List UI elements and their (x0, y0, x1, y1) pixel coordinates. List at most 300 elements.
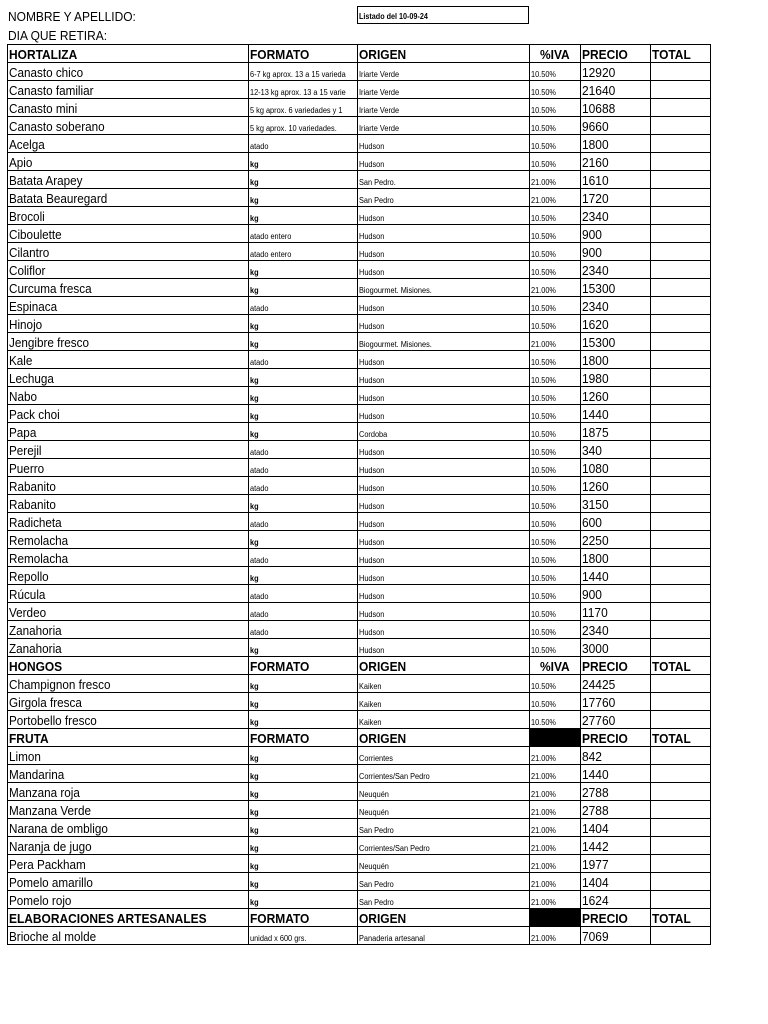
item-total-cell[interactable] (651, 927, 711, 945)
item-formato-text: atado (250, 358, 269, 367)
item-total-cell[interactable] (651, 189, 711, 207)
column-header-precio (581, 729, 651, 747)
item-name-text: Remolacha (9, 533, 69, 548)
item-total-cell[interactable] (651, 261, 711, 279)
item-formato-text: unidad x 600 grs. (250, 934, 307, 943)
item-iva (530, 891, 581, 909)
item-precio (581, 801, 651, 819)
item-formato-text: kg (250, 196, 259, 205)
item-origen (358, 207, 530, 225)
section-header-row (8, 909, 711, 927)
item-iva-text: 10.50% (531, 718, 556, 727)
item-precio-text: 1800 (582, 353, 609, 368)
column-header-origen (358, 45, 530, 63)
table-row (8, 135, 711, 153)
item-precio (581, 513, 651, 531)
item-formato (249, 351, 358, 369)
item-origen-text: San Pedro (359, 196, 394, 205)
item-name-text: Manzana roja (9, 785, 80, 800)
item-iva (530, 81, 581, 99)
item-total-cell[interactable] (651, 243, 711, 261)
column-header-formato-text: FORMATO (250, 911, 310, 926)
item-name (8, 441, 249, 459)
item-formato-text: 12-13 kg aprox. 13 a 15 varie (250, 88, 346, 97)
item-name-text: Acelga (9, 137, 45, 152)
item-iva (530, 99, 581, 117)
item-precio-text: 2340 (582, 299, 609, 314)
table-row (8, 837, 711, 855)
item-total-cell[interactable] (651, 891, 711, 909)
item-formato-text: atado entero (250, 250, 292, 259)
item-total-cell[interactable] (651, 603, 711, 621)
item-formato-text: atado (250, 556, 269, 565)
item-precio (581, 495, 651, 513)
item-precio-text: 1440 (582, 407, 609, 422)
item-name (8, 567, 249, 585)
item-precio (581, 531, 651, 549)
item-total-cell[interactable] (651, 171, 711, 189)
item-iva (530, 279, 581, 297)
section-title-text: FRUTA (9, 731, 49, 746)
item-origen-text: San Pedro (359, 826, 394, 835)
table-row (8, 153, 711, 171)
item-total-cell[interactable] (651, 405, 711, 423)
item-name (8, 207, 249, 225)
item-name (8, 765, 249, 783)
item-name (8, 135, 249, 153)
item-precio (581, 783, 651, 801)
item-origen-text: Hudson (359, 358, 385, 367)
item-name (8, 261, 249, 279)
table-row (8, 459, 711, 477)
column-header-origen (358, 657, 530, 675)
item-iva-text: 21.00% (531, 880, 556, 889)
item-precio (581, 639, 651, 657)
item-name (8, 459, 249, 477)
item-origen (358, 369, 530, 387)
item-origen (358, 63, 530, 81)
item-formato (249, 423, 358, 441)
table-row (8, 495, 711, 513)
column-header-formato (249, 729, 358, 747)
item-total-cell[interactable] (651, 99, 711, 117)
item-formato (249, 549, 358, 567)
item-precio-text: 1440 (582, 767, 609, 782)
section-header-row (8, 729, 711, 747)
item-formato-text: atado entero (250, 232, 292, 241)
column-header-total-text: TOTAL (652, 47, 691, 62)
item-formato (249, 603, 358, 621)
item-formato (249, 693, 358, 711)
item-name-text: Jengibre fresco (9, 335, 90, 350)
item-name (8, 315, 249, 333)
item-formato (249, 117, 358, 135)
item-origen (358, 783, 530, 801)
item-iva-text: 10.50% (531, 628, 556, 637)
table-row (8, 261, 711, 279)
item-origen (358, 459, 530, 477)
item-origen-text: Cordoba (359, 430, 388, 439)
item-origen-text: Hudson (359, 214, 385, 223)
item-precio-text: 2340 (582, 623, 609, 638)
item-precio (581, 747, 651, 765)
item-precio-text: 15300 (582, 281, 616, 296)
item-formato-text: kg (250, 682, 259, 691)
item-origen (358, 315, 530, 333)
item-formato-text: kg (250, 160, 259, 169)
item-name-text: Canasto mini (9, 101, 78, 116)
item-iva (530, 837, 581, 855)
item-origen (358, 243, 530, 261)
item-name-text: Mandarina (9, 767, 65, 782)
item-precio-text: 2788 (582, 785, 609, 800)
item-precio-text: 900 (582, 587, 602, 602)
item-name-text: Rabanito (9, 497, 56, 512)
item-total-cell[interactable] (651, 495, 711, 513)
item-formato-text: kg (250, 268, 259, 277)
item-name-text: Limon (9, 749, 41, 764)
item-name-text: Kale (9, 353, 33, 368)
column-header-formato (249, 45, 358, 63)
item-origen-text: Kaiken (359, 718, 382, 727)
item-origen-text: San Pedro. (359, 178, 396, 187)
item-iva-text: 10.50% (531, 448, 556, 457)
item-formato (249, 567, 358, 585)
item-origen-text: San Pedro (359, 898, 394, 907)
item-origen (358, 765, 530, 783)
item-total-cell[interactable] (651, 477, 711, 495)
item-name (8, 693, 249, 711)
section-title-text: ELABORACIONES ARTESANALES (9, 911, 207, 926)
table-row (8, 333, 711, 351)
item-total-cell[interactable] (651, 783, 711, 801)
item-name-text: Nabo (9, 389, 37, 404)
item-iva-text: 21.00% (531, 754, 556, 763)
column-header-origen-text: ORIGEN (359, 659, 407, 674)
item-formato (249, 63, 358, 81)
item-iva-text: 10.50% (531, 214, 556, 223)
item-iva-text: 10.50% (531, 304, 556, 313)
item-iva-text: 21.00% (531, 178, 556, 187)
item-origen-text: Iriarte Verde (359, 70, 400, 79)
item-name (8, 873, 249, 891)
item-iva (530, 315, 581, 333)
item-origen-text: Hudson (359, 322, 385, 331)
item-total-cell[interactable] (651, 63, 711, 81)
item-total-cell[interactable] (651, 315, 711, 333)
item-origen-text: Hudson (359, 304, 385, 313)
item-origen-text: Hudson (359, 484, 385, 493)
column-header-total (651, 909, 711, 927)
item-precio (581, 351, 651, 369)
item-iva (530, 513, 581, 531)
item-total-cell[interactable] (651, 567, 711, 585)
item-iva-text: 10.50% (531, 466, 556, 475)
item-name (8, 117, 249, 135)
item-formato (249, 315, 358, 333)
item-formato-text: kg (250, 322, 259, 331)
table-row (8, 711, 711, 729)
item-formato (249, 891, 358, 909)
item-name-text: Espinaca (9, 299, 58, 314)
item-origen (358, 927, 530, 945)
column-header-total-text: TOTAL (652, 731, 691, 746)
item-total-cell[interactable] (651, 531, 711, 549)
item-total-cell[interactable] (651, 549, 711, 567)
item-precio (581, 441, 651, 459)
item-name-text: Zanahoria (9, 641, 62, 656)
item-total-cell[interactable] (651, 693, 711, 711)
item-precio-text: 900 (582, 245, 602, 260)
item-name (8, 387, 249, 405)
table-row (8, 225, 711, 243)
item-precio (581, 153, 651, 171)
item-origen (358, 837, 530, 855)
item-total-cell[interactable] (651, 747, 711, 765)
item-precio-text: 1800 (582, 137, 609, 152)
item-total-cell[interactable] (651, 441, 711, 459)
item-formato (249, 387, 358, 405)
column-header-formato-text: FORMATO (250, 659, 310, 674)
item-origen-text: Panaderia artesanal (359, 934, 425, 943)
item-name (8, 369, 249, 387)
item-total-cell[interactable] (651, 81, 711, 99)
item-formato (249, 243, 358, 261)
item-iva (530, 747, 581, 765)
item-iva-text: 21.00% (531, 196, 556, 205)
item-iva (530, 153, 581, 171)
item-origen (358, 225, 530, 243)
item-origen-text: Hudson (359, 520, 385, 529)
item-iva-text: 10.50% (531, 556, 556, 565)
item-precio-text: 27760 (582, 713, 616, 728)
item-origen (358, 567, 530, 585)
item-name (8, 711, 249, 729)
item-iva (530, 225, 581, 243)
item-formato (249, 495, 358, 513)
item-iva (530, 927, 581, 945)
item-formato-text: kg (250, 502, 259, 511)
item-total-cell[interactable] (651, 837, 711, 855)
item-total-cell[interactable] (651, 279, 711, 297)
item-iva-text: 10.50% (531, 232, 556, 241)
table-row (8, 423, 711, 441)
column-header-precio (581, 657, 651, 675)
item-precio-text: 340 (582, 443, 602, 458)
item-precio-text: 1080 (582, 461, 609, 476)
item-name-text: Zanahoria (9, 623, 62, 638)
item-formato (249, 873, 358, 891)
item-formato-text: kg (250, 844, 259, 853)
table-row (8, 585, 711, 603)
item-total-cell[interactable] (651, 765, 711, 783)
item-precio (581, 819, 651, 837)
item-origen-text: San Pedro (359, 880, 394, 889)
item-total-cell[interactable] (651, 801, 711, 819)
table-row (8, 477, 711, 495)
table-row (8, 873, 711, 891)
item-precio-text: 1442 (582, 839, 609, 854)
item-origen-text: Hudson (359, 556, 385, 565)
item-name-text: Radicheta (9, 515, 62, 530)
item-precio-text: 1170 (582, 605, 608, 620)
item-total-cell[interactable] (651, 297, 711, 315)
item-precio-text: 1620 (582, 317, 609, 332)
table-row (8, 387, 711, 405)
item-origen-text: Hudson (359, 142, 385, 151)
table-row (8, 639, 711, 657)
item-precio (581, 891, 651, 909)
item-origen (358, 549, 530, 567)
table-row (8, 351, 711, 369)
item-total-cell[interactable] (651, 819, 711, 837)
item-iva (530, 387, 581, 405)
item-iva-text: 10.50% (531, 358, 556, 367)
item-precio-text: 3000 (582, 641, 609, 656)
item-total-cell[interactable] (651, 711, 711, 729)
item-total-cell[interactable] (651, 459, 711, 477)
item-origen (358, 711, 530, 729)
item-formato-text: 5 kg aprox. 6 variedades y 1 (250, 106, 343, 115)
item-formato (249, 135, 358, 153)
item-precio-text: 17760 (582, 695, 616, 710)
item-formato (249, 837, 358, 855)
item-origen-text: Hudson (359, 160, 385, 169)
item-precio-text: 9660 (582, 119, 609, 134)
item-total-cell[interactable] (651, 351, 711, 369)
item-origen-text: Hudson (359, 448, 385, 457)
item-name-text: Cilantro (9, 245, 50, 260)
item-iva (530, 711, 581, 729)
item-name (8, 585, 249, 603)
item-formato-text: kg (250, 394, 259, 403)
item-name (8, 549, 249, 567)
item-iva-text: 21.00% (531, 790, 556, 799)
item-precio-text: 1610 (582, 173, 609, 188)
item-total-cell[interactable] (651, 135, 711, 153)
item-iva (530, 297, 581, 315)
item-iva-text: 10.50% (531, 538, 556, 547)
item-formato-text: kg (250, 178, 259, 187)
item-origen-text: Kaiken (359, 700, 382, 709)
item-iva (530, 117, 581, 135)
column-header-origen (358, 909, 530, 927)
column-header-total (651, 45, 711, 63)
item-name-text: Rúcula (9, 587, 46, 602)
item-formato-text: kg (250, 574, 259, 583)
item-iva-text: 10.50% (531, 682, 556, 691)
item-iva (530, 333, 581, 351)
table-row (8, 531, 711, 549)
item-precio-text: 1404 (582, 875, 609, 890)
item-iva (530, 765, 581, 783)
item-total-cell[interactable] (651, 621, 711, 639)
item-iva (530, 567, 581, 585)
item-origen-text: Corrientes (359, 754, 393, 763)
item-origen (358, 81, 530, 99)
item-formato (249, 297, 358, 315)
item-total-cell[interactable] (651, 387, 711, 405)
item-total-cell[interactable] (651, 585, 711, 603)
table-row (8, 747, 711, 765)
item-formato (249, 81, 358, 99)
table-row (8, 765, 711, 783)
item-total-cell[interactable] (651, 117, 711, 135)
table-row (8, 603, 711, 621)
name-label: NOMBRE Y APELLIDO: (8, 9, 136, 24)
item-total-cell[interactable] (651, 855, 711, 873)
item-total-cell[interactable] (651, 639, 711, 657)
item-formato-text: kg (250, 808, 259, 817)
item-total-cell[interactable] (651, 513, 711, 531)
item-name-text: Rabanito (9, 479, 56, 494)
item-formato (249, 225, 358, 243)
table-row (8, 315, 711, 333)
item-total-cell[interactable] (651, 225, 711, 243)
item-formato (249, 747, 358, 765)
item-iva-text: 10.50% (531, 592, 556, 601)
item-name (8, 225, 249, 243)
item-origen-text: Hudson (359, 610, 385, 619)
item-origen (358, 117, 530, 135)
item-origen-text: Hudson (359, 502, 385, 511)
item-formato-text: kg (250, 898, 259, 907)
column-header-precio-text: PRECIO (582, 911, 628, 926)
item-total-cell[interactable] (651, 333, 711, 351)
item-precio-text: 24425 (582, 677, 616, 692)
item-origen-text: Neuquén (359, 808, 389, 817)
item-precio (581, 315, 651, 333)
item-origen (358, 387, 530, 405)
item-origen-text: Hudson (359, 412, 385, 421)
pickup-day-label: DIA QUE RETIRA: (8, 28, 108, 43)
item-name-text: Papa (9, 425, 37, 440)
item-iva-text: 10.50% (531, 430, 556, 439)
table-row (8, 243, 711, 261)
item-total-cell[interactable] (651, 423, 711, 441)
item-precio-text: 12920 (582, 65, 616, 80)
item-name (8, 855, 249, 873)
item-formato (249, 171, 358, 189)
item-precio (581, 333, 651, 351)
item-total-cell[interactable] (651, 207, 711, 225)
item-formato (249, 207, 358, 225)
item-iva (530, 207, 581, 225)
item-origen-text: Hudson (359, 646, 385, 655)
item-name-text: Ciboulette (9, 227, 62, 242)
item-precio (581, 423, 651, 441)
item-name-text: Pera Packham (9, 857, 86, 872)
item-origen-text: Hudson (359, 250, 385, 259)
item-precio (581, 81, 651, 99)
item-precio (581, 369, 651, 387)
column-header-formato-text: FORMATO (250, 47, 310, 62)
item-iva (530, 189, 581, 207)
item-formato (249, 639, 358, 657)
item-formato-text: kg (250, 286, 259, 295)
listado-date-box (357, 6, 529, 24)
item-precio (581, 837, 651, 855)
item-total-cell[interactable] (651, 153, 711, 171)
column-header-total (651, 657, 711, 675)
column-header-origen (358, 729, 530, 747)
item-total-cell[interactable] (651, 675, 711, 693)
item-total-cell[interactable] (651, 873, 711, 891)
section-title-text: HORTALIZA (9, 47, 78, 62)
column-header-formato-text: FORMATO (250, 731, 310, 746)
item-total-cell[interactable] (651, 369, 711, 387)
section-title (8, 729, 249, 747)
